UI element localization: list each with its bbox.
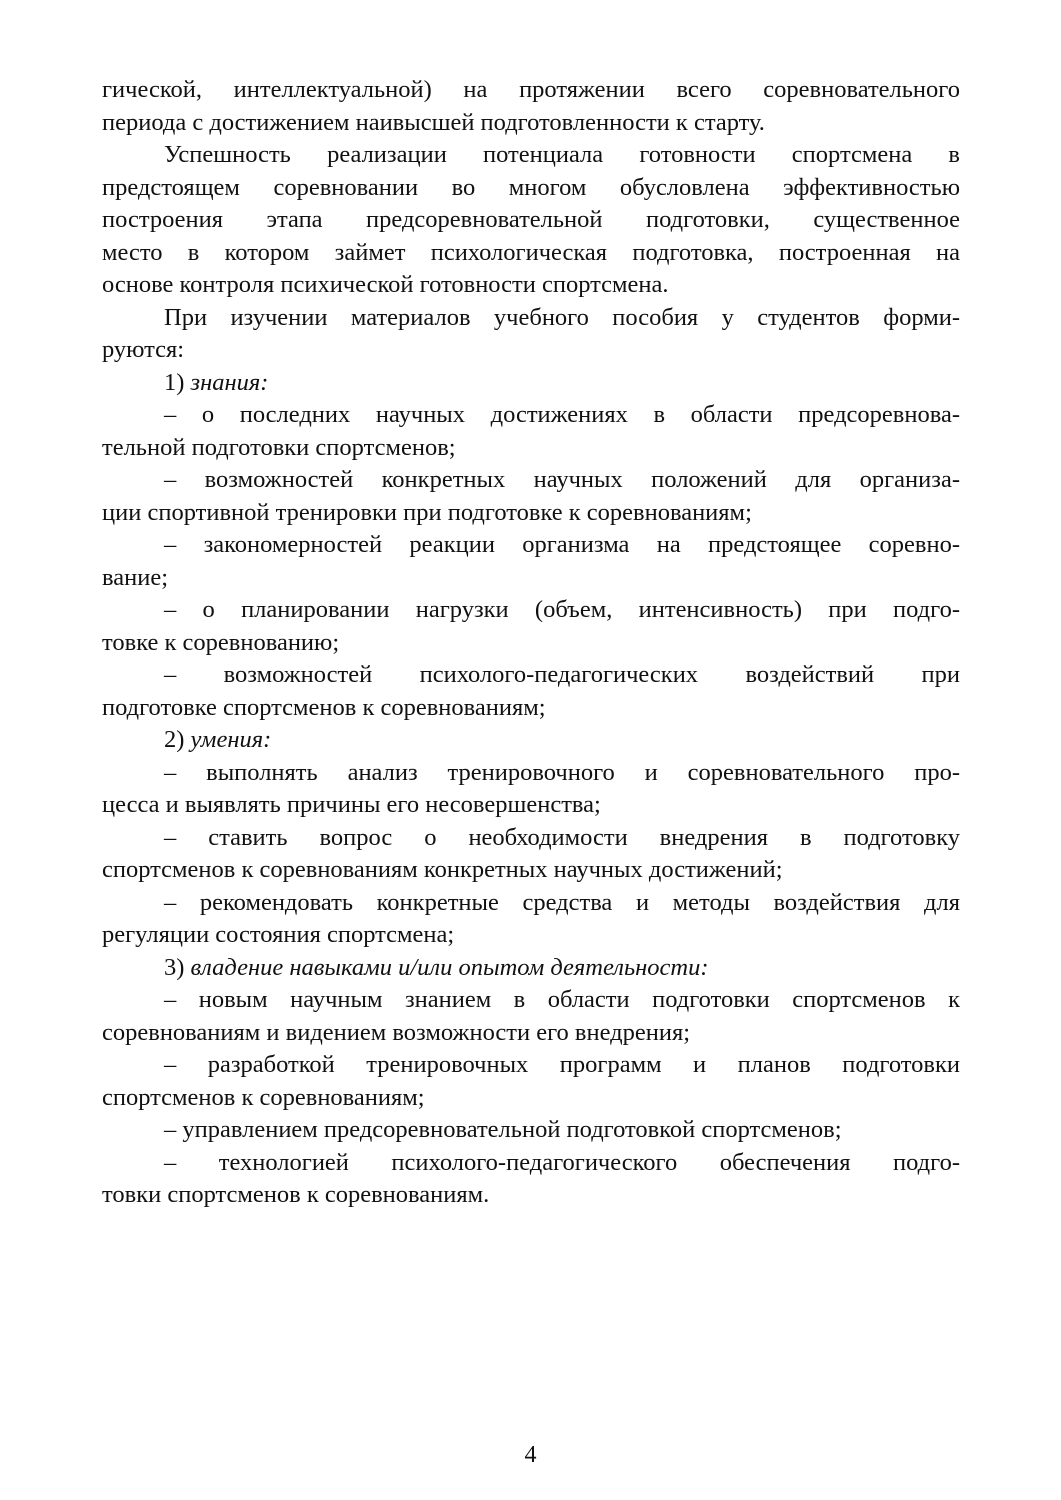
list-item: – рекомендовать конкретные средства и методы воздействия для — [164, 888, 960, 916]
list-item: – ставить вопрос о необходимости внедрения в подготовку — [164, 823, 960, 851]
list-item: – новым научным знанием в области подготовки спортсменов к — [164, 986, 960, 1013]
list-item-continuation: спортсменов к соревнованиям конкретных научных достижений; — [102, 856, 783, 883]
list-number: 1) — [164, 368, 185, 396]
list-item-continuation: товке к соревнованию; — [102, 628, 340, 656]
list-item-continuation: цесса и выявлять причины его несовершенства; — [102, 791, 601, 818]
list-item-continuation: спортсменов к соревнованиям; — [102, 1083, 425, 1111]
section-title: умения: — [190, 726, 272, 753]
text-line: основе контроля психической готовности спортсмена. — [102, 271, 669, 298]
list-item-continuation: вание; — [102, 563, 169, 591]
list-item: – о планировании нагрузки (объем, интенсивность) при подго- — [164, 596, 960, 623]
list-item-continuation: ции спортивной тренировки при подготовке к соревнованиям; — [102, 498, 752, 526]
list-item: – закономерностей реакции организма на предстоящее соревно- — [164, 531, 960, 558]
list-item-continuation: регуляции состояния спортсмена; — [102, 921, 455, 948]
list-item-continuation: подготовке спортсменов к соревнованиям; — [102, 693, 546, 721]
list-item-continuation: соревнованиям и видением возможности его внедрения; — [102, 1018, 691, 1046]
page-number: 4 — [524, 1442, 537, 1468]
paragraph-first-line: Успешность реализации потенциала готовности спортсмена в — [164, 141, 960, 168]
list-item: – возможностей конкретных научных положений для организа- — [164, 466, 960, 493]
list-item-continuation: товки спортсменов к соревнованиям. — [102, 1181, 490, 1208]
list-item: – о последних научных достижениях в области предсоревнова- — [164, 401, 960, 428]
list-item-continuation: тельной подготовки спортсменов; — [102, 433, 456, 461]
list-item: – технологией психолого-педагогического обеспечения подго- — [164, 1148, 960, 1176]
list-number: 2) — [164, 726, 185, 753]
section-heading-skills — [102, 724, 960, 757]
text-line: гической, интеллектуальной) на протяжении всего соревновательного — [102, 76, 960, 103]
text-line: место в котором займет психологическая подготовка, построенная на — [102, 238, 960, 266]
list-item: – разработкой тренировочных программ и планов подготовки — [164, 1051, 960, 1078]
paragraph-first-line: При изучении материалов учебного пособия у студентов форми- — [164, 303, 960, 331]
list-item: – выполнять анализ тренировочного и соревновательного про- — [164, 758, 960, 786]
text-line: периода с достижением наивысшей подготовленности к старту. — [102, 108, 765, 136]
list-item: – возможностей психолого-педагогических воздействий при — [164, 661, 960, 688]
section-heading-knowledge — [102, 367, 960, 400]
text-line: руются: — [102, 336, 185, 363]
body-text — [102, 74, 960, 1212]
list-item: – управлением предсоревновательной подготовкой спортсменов; — [164, 1116, 842, 1143]
text-line: построения этапа предсоревновательной подготовки, существенное — [102, 206, 960, 233]
section-title: владение навыками и/или опытом деятельности: — [190, 953, 709, 981]
text-line: предстоящем соревновании во многом обусловлена эффективностью — [102, 173, 960, 201]
list-number: 3) — [164, 953, 185, 981]
section-heading-experience — [102, 952, 960, 985]
section-title: знания: — [190, 368, 269, 396]
